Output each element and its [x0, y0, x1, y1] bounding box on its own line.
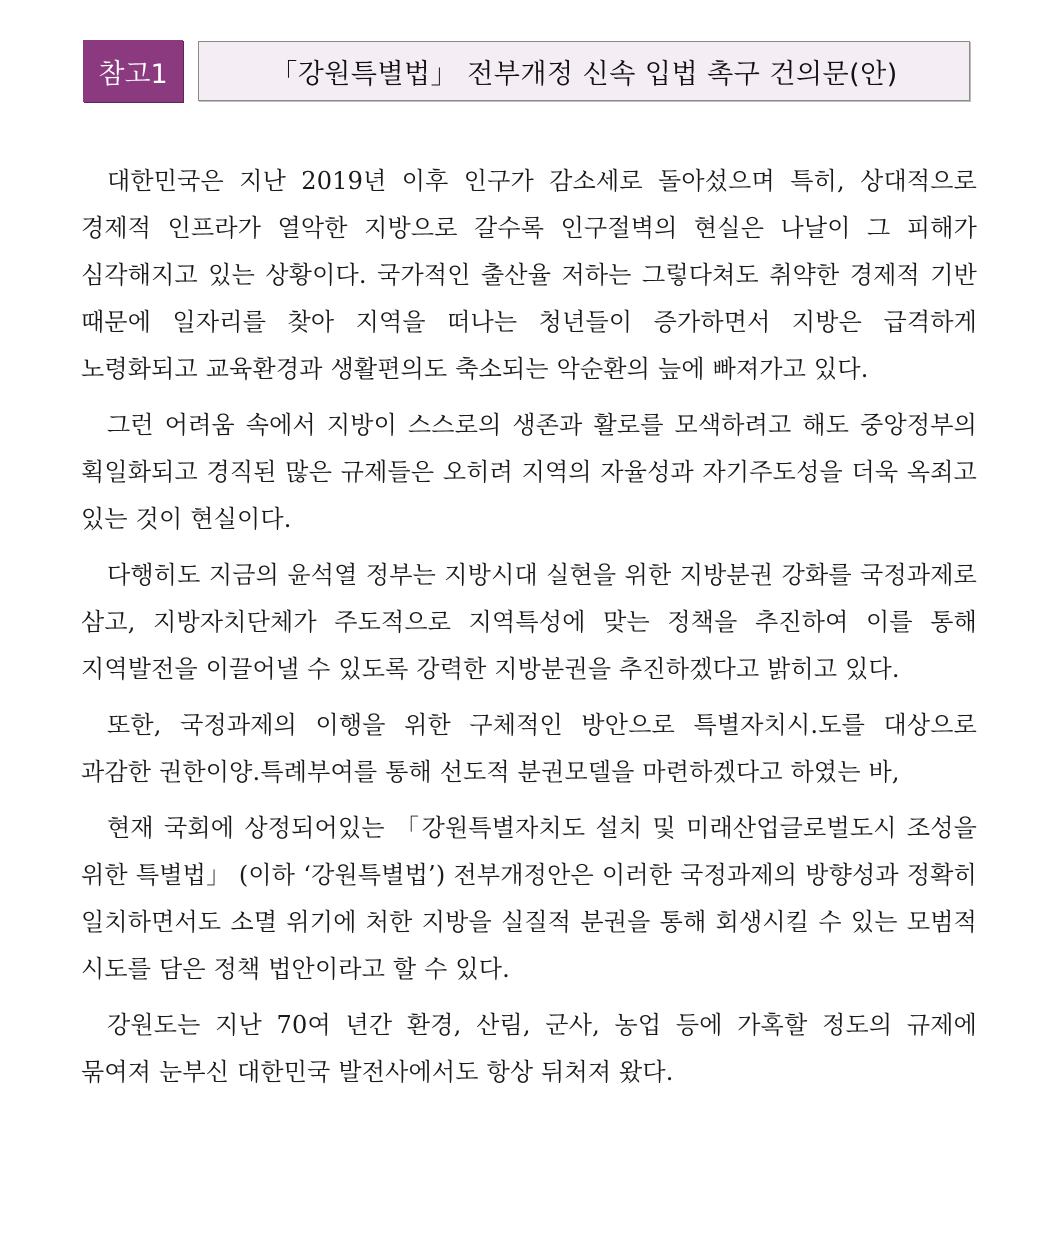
paragraph-1: 대한민국은 지난 2019년 이후 인구가 감소세로 돌아섰으며 특히, 상대적으로 경제적 인프라가 열악한 지방으로 갈수록 인구절벽의 현실은 나날이 그 피해가 심각해지고 있는 상황이다. 국가적인 출산율 저하는 그렇다쳐도 취약한 경제적 기반 때문에 일자리를 찾아 지역을 떠나는 청년들이 증가하면서 지방은 급격하게 노령화되고 교육환경과 생활편의도 축소되는 악순환의 늪에 빠져가고 있다.: [81, 167, 977, 383]
paragraph-2: 그런 어려움 속에서 지방이 스스로의 생존과 활로를 모색하려고 해도 중앙정부의 획일화되고 경직된 많은 규제들은 오히려 지역의 자율성과 자기주도성을 더욱 옥죄고 있는 것이 현실이다.: [81, 411, 977, 533]
document-title: 「강원특별법」 전부개정 신속 입법 촉구 건의문(안): [198, 41, 970, 101]
paragraph-5: 현재 국회에 상정되어있는 「강원특별자치도 설치 및 미래산업글로벌도시 조성을 위한 특별법」 (이하 ‘강원특별법’) 전부개정안은 이러한 국정과제의 방향성과 정확히 일치하면서도 소멸 위기에 처한 지방을 실질적 분권을 통해 회생시킬 수 있는 모범적 시도를 담은 정책 법안이라고 할 수 있다.: [81, 814, 977, 983]
paragraph-3: 다행히도 지금의 윤석열 정부는 지방시대 실현을 위한 지방분권 강화를 국정과제로 삼고, 지방자치단체가 주도적으로 지역특성에 맞는 정책을 추진하여 이를 통해 지역발전을 이끌어낼 수 있도록 강력한 지방분권을 추진하겠다고 밝히고 있다.: [81, 561, 977, 683]
paragraph-6: 강원도는 지난 70여 년간 환경, 산림, 군사, 농업 등에 가혹할 정도의 규제에 묶여져 눈부신 대한민국 발전사에서도 항상 뒤처져 왔다.: [81, 1011, 977, 1086]
paragraph-4: 또한, 국정과제의 이행을 위한 구체적인 방안으로 특별자치시.도를 대상으로 과감한 권한이양.특례부여를 통해 선도적 분권모델을 마련하겠다고 하였는 바,: [81, 711, 977, 786]
reference-badge: 참고1: [83, 40, 183, 102]
document-body: [81, 158, 977, 1105]
document-header: [83, 40, 1064, 102]
